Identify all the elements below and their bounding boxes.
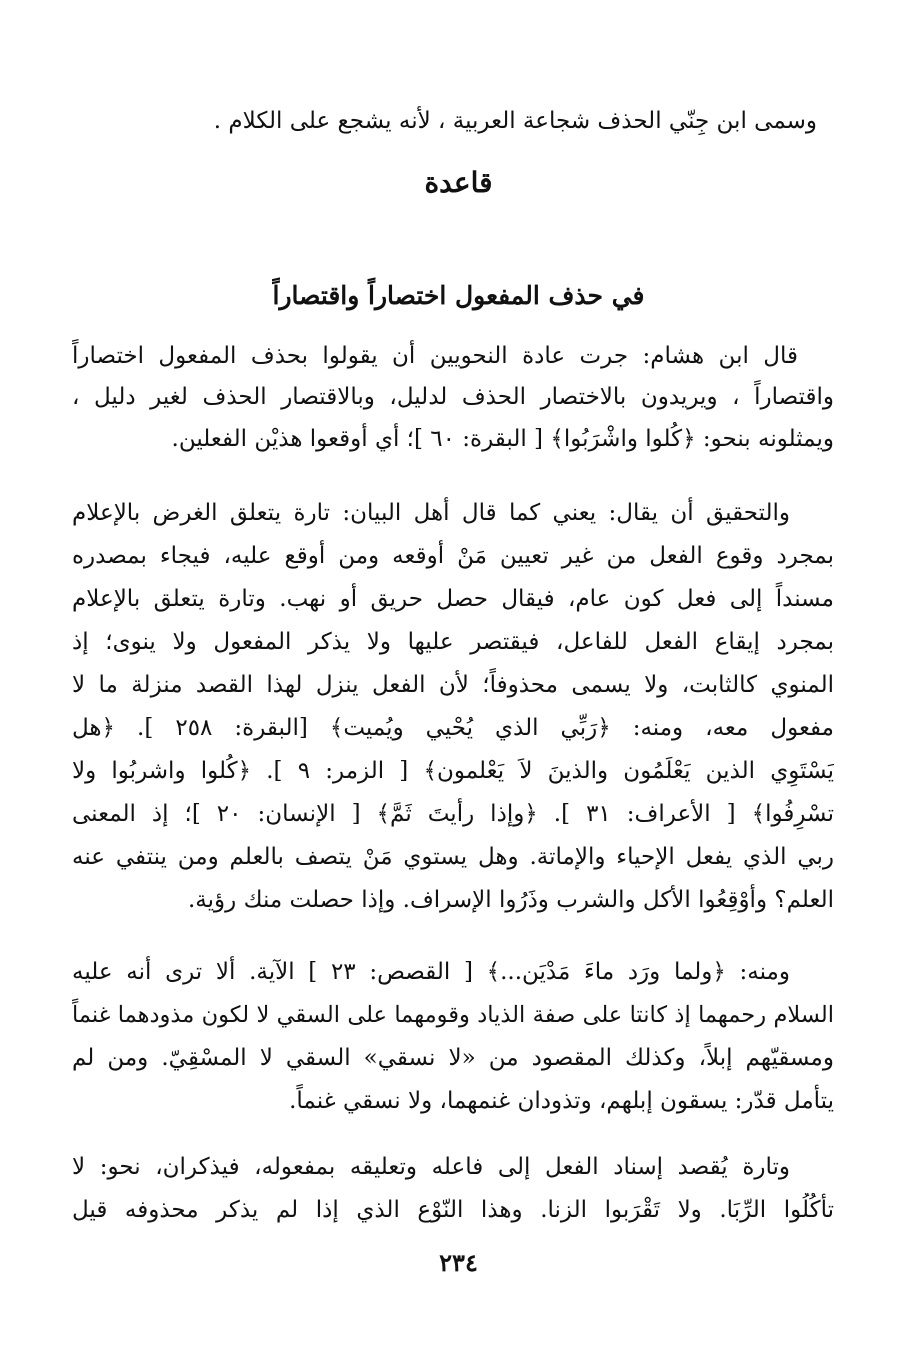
intro-line: وسمى ابن جِنّي الحذف شجاعة العربية ، لأنه يشجع على الكلام . (213, 108, 817, 134)
text-line: ربي الذي يفعل الإحياء والإماتة. وهل يستوي مَنْ يتصف بالعلم ومن ينتفي عنه (72, 844, 834, 870)
text-line: وتارة يُقصد إسناد الفعل إلى فاعله وتعليقه بمفعوله، فيذكران، نحو: لا (72, 1154, 790, 1180)
text-line: مسنداً إلى فعل كون عام، فيقال حصل حريق أو نهب. وتارة يتعلق بالإعلام (72, 586, 834, 612)
page-number: ٢٣٤ (439, 1248, 478, 1277)
text-line: العلم؟ وأوْقِعُوا الأكل والشرب وذَرُوا الإسراف. وإذا حصلت منك رؤية. (188, 887, 834, 913)
text-line: ويمثلونه بنحو: ﴿كُلوا واشْرَبُوا﴾ [ البقرة: ٦٠ ]؛ أي أوقعوا هذيْن الفعلين. (171, 426, 834, 452)
text-line: ومسقيّهم إبلاً، وكذلك المقصود من «لا نسقي» السقي لا المسْقِيّ. ومن لم (72, 1045, 834, 1071)
section-heading: قاعدة (424, 166, 493, 199)
text-line: قال ابن هشام: جرت عادة النحويين أن يقولوا بحذف المفعول اختصاراً (72, 343, 798, 369)
text-line: ومنه: ﴿ولما ورَد ماءَ مَدْيَن...﴾ [ القصص: ٢٣ ] الآية. ألا ترى أنه عليه (72, 959, 790, 985)
text-line: المنوي كالثابت، ولا يسمى محذوفاً؛ لأن الفعل ينزل لهذا القصد منزلة ما لا (72, 672, 834, 698)
text-line: بمجرد إيقاع الفعل للفاعل، فيقتصر عليها ولا يذكر المفعول ولا ينوى؛ إذ (72, 629, 834, 655)
text-line: يَسْتَوِي الذين يَعْلَمُون والذينَ لاَ يَعْلمون﴾ [ الزمر: ٩ ]. ﴿كُلوا واشربُوا ولا (72, 758, 834, 784)
text-line: تأكُلُوا الرِّبَا. ولا تَقْرَبوا الزنا. وهذا النّوْع الذي إذا لم يذكر محذوفه قيل (72, 1197, 834, 1223)
section-subheading: في حذف المفعول اختصاراً واقتصاراً (272, 281, 645, 310)
text-line: تسْرِفُوا﴾ [ الأعراف: ٣١ ]. ﴿وإذا رأيتَ ثَمَّ﴾ [ الإنسان: ٢٠ ]؛ إذ المعنى (72, 801, 834, 827)
text-line: مفعول معه، ومنه: ﴿رَبِّي الذي يُحْيي ويُميت﴾ [البقرة: ٢٥٨ ]. ﴿هل (72, 715, 834, 741)
text-line: يتأمل قدّر: يسقون إبلهم، وتذودان غنمهما، ولا نسقي غنماً. (289, 1088, 834, 1114)
text-line: والتحقيق أن يقال: يعني كما قال أهل البيان: تارة يتعلق الغرض بالإعلام (72, 500, 790, 526)
text-line: السلام رحمهما إذ كانتا على صفة الذياد وقومهما على السقي لا لكون مذودهما غنماً (72, 1002, 834, 1028)
text-line: بمجرد وقوع الفعل من غير تعيين مَنْ أوقعه ومن أوقع عليه، فيجاء بمصدره (72, 543, 834, 569)
text-line: واقتصاراً ، ويريدون بالاختصار الحذف لدليل، وبالاقتصار الحذف لغير دليل ، (72, 384, 834, 410)
